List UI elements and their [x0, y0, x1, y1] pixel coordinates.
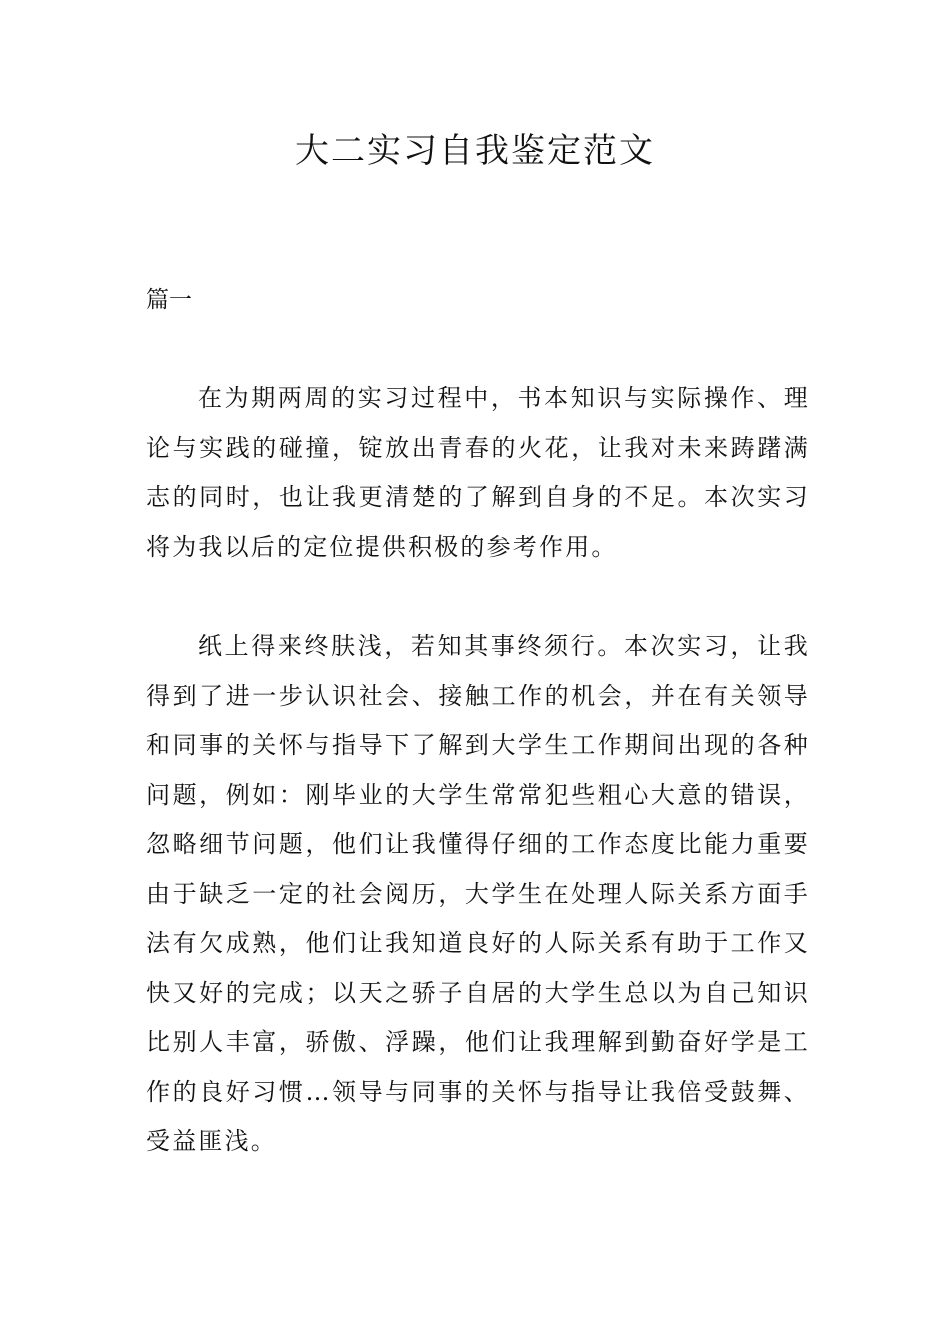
section-label: 篇一	[146, 287, 192, 313]
document-title: 大二实习自我鉴定范文	[295, 131, 655, 171]
paragraph-1: 在为期两周的实习过程中，书本知识与实际操作、理论与实践的碰撞，锭放出青春的火花，让我对未来踌躇满志的同时，也让我更清楚的了解到自身的不足。本次实习将为我以后的定位提供积极的参考作用。	[146, 384, 810, 561]
paragraph-2: 纸上得来终肤浅，若知其事终须行。本次实习，让我得到了进一步认识社会、接触工作的机会，并在有关领导和同事的关怀与指导下了解到大学生工作期间出现的各种问题，例如：刚毕业的大学生常常犯些粗心大意的错误，忽略细节问题，他们让我懂得仔细的工作态度比能力重要由于缺乏一定的社会阅历，大学生在处理人际关系方面手法有欠成熟，他们让我知道良好的人际关系有助于工作又快又好的完成；以天之骄子自居的大学生总以为自己知识比别人丰富，骄傲、浮躁，他们让我理解到勤奋好学是工作的良好习惯…领导与同事的关怀与指导让我倍受鼓舞、受益匪浅。	[146, 632, 810, 1155]
